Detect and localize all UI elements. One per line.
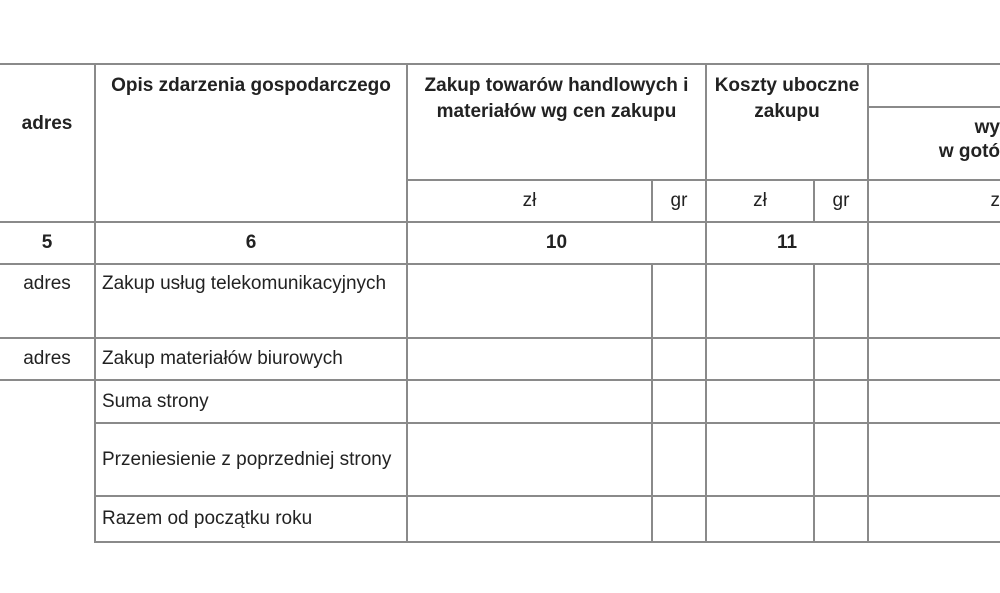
col-number-10: 10 <box>407 222 706 264</box>
col-number-6: 6 <box>95 222 407 264</box>
cell-zakup-zl[interactable] <box>407 264 652 338</box>
cell-zakup-gr[interactable] <box>652 496 706 542</box>
cell-koszty-zl[interactable] <box>706 496 814 542</box>
header-partial-line1: wy <box>974 117 1000 138</box>
unit-gr-zakup: gr <box>652 180 706 222</box>
table-row <box>0 338 1000 380</box>
summary-row <box>0 380 1000 423</box>
col-number-11: 11 <box>706 222 868 264</box>
ledger-table <box>0 63 1000 543</box>
cell-partial[interactable] <box>868 423 1000 496</box>
summary-blank <box>0 496 95 542</box>
row-opis: Zakup materiałów biurowych <box>95 338 407 380</box>
header-adres: adres <box>0 107 95 180</box>
header-koszty: Koszty uboczne zakupu <box>706 64 868 180</box>
unit-partial: z <box>868 180 1000 222</box>
col-number-partial <box>868 222 1000 264</box>
cell-koszty-zl[interactable] <box>706 338 814 380</box>
cell-zakup-gr[interactable] <box>652 380 706 423</box>
cell-zakup-gr[interactable] <box>652 338 706 380</box>
row-opis: Zakup usług telekomunikacyjnych <box>95 264 407 338</box>
cell-koszty-zl[interactable] <box>706 264 814 338</box>
cell-partial[interactable] <box>868 380 1000 423</box>
header-row-top <box>0 64 1000 107</box>
cell-zakup-zl[interactable] <box>407 380 652 423</box>
summary-label: Przeniesienie z poprzedniej strony <box>95 423 407 496</box>
cell-zakup-gr[interactable] <box>652 423 706 496</box>
unit-zl-koszty: zł <box>706 180 814 222</box>
summary-blank <box>0 380 95 423</box>
cell-koszty-gr[interactable] <box>814 423 868 496</box>
header-zakup: Zakup towarów handlowych i materiałów wg cen zakupu <box>407 64 706 180</box>
header-adres-top <box>0 64 95 107</box>
cell-koszty-zl[interactable] <box>706 423 814 496</box>
summary-row <box>0 423 1000 496</box>
header-partial-top <box>868 64 1000 107</box>
col-number-5: 5 <box>0 222 95 264</box>
summary-label: Suma strony <box>95 380 407 423</box>
cell-koszty-gr[interactable] <box>814 380 868 423</box>
row-adres: adres <box>0 338 95 380</box>
row-adres: adres <box>0 264 95 338</box>
unit-zl-zakup: zł <box>407 180 652 222</box>
unit-gr-koszty: gr <box>814 180 868 222</box>
cell-zakup-zl[interactable] <box>407 338 652 380</box>
cell-zakup-gr[interactable] <box>652 264 706 338</box>
cell-koszty-gr[interactable] <box>814 496 868 542</box>
cell-koszty-gr[interactable] <box>814 338 868 380</box>
cell-partial[interactable] <box>868 264 1000 338</box>
summary-label: Razem od początku roku <box>95 496 407 542</box>
cell-partial[interactable] <box>868 496 1000 542</box>
cell-koszty-gr[interactable] <box>814 264 868 338</box>
cell-zakup-zl[interactable] <box>407 423 652 496</box>
summary-blank <box>0 423 95 496</box>
column-numbers-row <box>0 222 1000 264</box>
cell-koszty-zl[interactable] <box>706 380 814 423</box>
header-partial <box>868 107 1000 180</box>
cell-zakup-zl[interactable] <box>407 496 652 542</box>
header-partial-line2: w gotó <box>938 141 1000 162</box>
table-row <box>0 264 1000 338</box>
header-opis: Opis zdarzenia gospodarczego <box>95 64 407 222</box>
summary-row <box>0 496 1000 542</box>
cell-partial[interactable] <box>868 338 1000 380</box>
header-adres-bottom <box>0 180 95 222</box>
